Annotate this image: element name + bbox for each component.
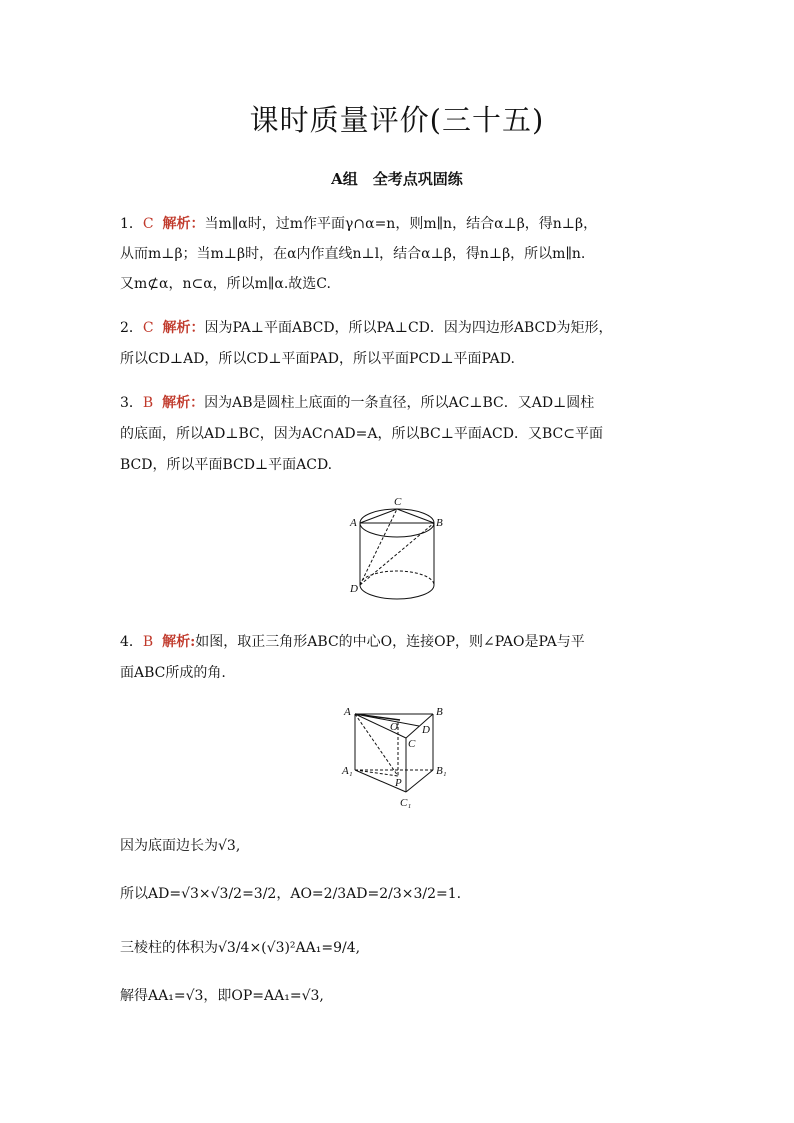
fig2-label-P: P [395,777,402,789]
q1-analysis-label: 解析： [162,216,205,232]
fig1-label-C: C [394,496,402,508]
q3-answer: B [142,395,154,411]
fig1-label-D: D [350,583,358,595]
fig2-label-B1: B₁ [436,765,447,777]
q2-number: 2． [120,320,143,336]
page-title: 课时质量评价(三十五) [249,103,545,137]
q4-answer: B [142,634,154,650]
fig2-label-A1: A₁ [342,765,353,777]
cylinder-figure [345,495,445,610]
fig2-label-D: D [422,724,430,736]
fig1-label-B: B [436,517,443,529]
q3-text-2: 的底面，所以AD⊥BC，因为AC∩AD=A，所以BC⊥平面ACD．又BC⊂平面 [120,426,603,442]
q2-text-2: 所以CD⊥AD，所以CD⊥平面PAD，所以平面PCD⊥平面PAD. [120,351,515,367]
fig2-label-A: A [344,706,351,718]
q1-answer: C [142,216,154,232]
q1-text-1: 当m∥α时，过m作平面γ∩α=n，则m∥n，结合α⊥β，得n⊥β， [204,216,598,232]
q3-line-1 [120,393,594,413]
q2-text-1: 因为PA⊥平面ABCD，所以PA⊥CD．因为四边形ABCD为矩形， [204,320,613,336]
q4-number: 4． [120,634,143,650]
q3-text-1: 因为AB是圆柱上底面的一条直径，所以AC⊥BC．又AD⊥圆柱 [204,395,595,411]
q2-analysis-label: 解析： [162,320,205,336]
step-3: 三棱柱的体积为√3/4×(√3)²AA₁=9/4, [120,940,361,956]
fig1-label-A: A [350,517,357,529]
fig2-label-B: B [436,706,443,718]
q4-text-2: 面ABC所成的角. [120,665,226,681]
q2-answer: C [142,320,154,336]
q1-text-3: 又m⊄α，n⊂α，所以m∥α.故选C. [120,276,331,292]
prism-figure [340,700,455,815]
q3-number: 3． [120,395,143,411]
section-heading: A组 全考点巩固练 [331,170,463,188]
q1-line-1 [120,214,597,234]
step-2: 所以AD=√3×√3/2=3/2，AO=2/3AD=2/3×3/2=1. [120,886,462,902]
q1-text-2: 从而m⊥β；当m⊥β时，在α内作直线n⊥l，结合α⊥β，得n⊥β，所以m∥n. [120,246,586,262]
q4-text-1: 如图，取正三角形ABC的中心O，连接OP，则∠PAO是PA与平 [195,634,585,650]
step-1: 因为底面边长为√3, [120,838,241,854]
fig2-label-C1: C₁ [400,797,412,809]
q4-line-1 [120,632,585,652]
step-4: 解得AA₁=√3，即OP=AA₁=√3, [120,988,324,1004]
q2-line-1 [120,318,613,338]
q3-analysis-label: 解析： [162,395,205,411]
fig2-label-C: C [408,738,416,750]
q1-number: 1． [120,216,143,232]
q4-analysis-label: 解析: [162,634,196,650]
q3-text-3: BCD，所以平面BCD⊥平面ACD. [120,457,333,473]
fig2-label-O: O [390,721,398,733]
